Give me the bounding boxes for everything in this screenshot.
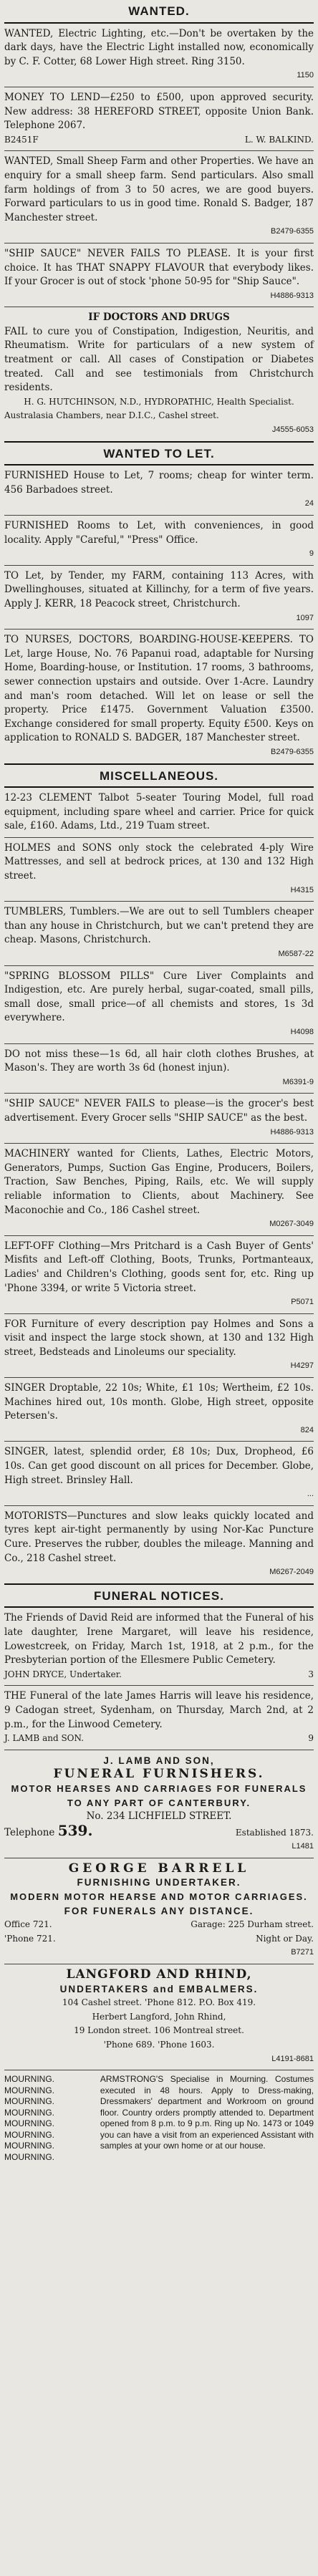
ad-text: WANTED, Small Sheep Farm and other Properties. We have an enquiry for a small sheep farm. Send particulars. Also small farm holdings of from 3 to 50 acres, we are good buyers. Forward particulars to us in good time. Ronald S. Badger, 187 Manchester street. — [4, 155, 314, 223]
ad-text: FURNISHED House to Let, 7 rooms; cheap for winter term. 456 Barbadoes street. — [4, 470, 314, 496]
ad-signature: H. G. HUTCHINSON, N.D., HYDROPATHIC, Health Specialist. — [24, 396, 294, 407]
ad-text: FURNISHED Rooms to Let, with conveniences, in good locality. Apply "Careful," "Press" Office. — [4, 520, 314, 546]
ad-body: MODERN MOTOR HEARSE AND MOTOR CARRIAGES. — [10, 1891, 308, 1903]
ad-ref: H4098 — [290, 1028, 314, 1036]
ad-ref: 1150 — [297, 71, 314, 80]
ad-text: "SHIP SAUCE" NEVER FAILS TO PLEASE. It is your first choice. It has THAT SNAPPY FLAVOUR that everybody likes. If your Grocer is out of stock 'phone 50-95 for "Ship Sauce". — [4, 247, 314, 288]
section-heading-funeral-notices: FUNERAL NOTICES. — [4, 1583, 314, 1608]
classified-ad — [4, 1240, 314, 1310]
ad-ref: B7271 — [291, 1948, 314, 1957]
classified-ad — [4, 633, 314, 759]
ad-ref: H4315 — [290, 885, 314, 894]
ad-ref: 1097 — [296, 613, 314, 622]
ad-ref: 24 — [304, 499, 314, 508]
ad-ref: M6587-22 — [278, 950, 314, 959]
ad-text: MOTORISTS—Punctures and slow leaks quickly located and tyres kept air-tight permanently by using Nor-Kac Puncture Cure. Preserves the rubber, doubles the mileage. Manning and Co., 218 Cashel street. — [4, 1510, 314, 1564]
ad-ref: P5071 — [291, 1298, 314, 1307]
classified-ad — [4, 91, 314, 147]
classified-ad — [4, 791, 314, 834]
classified-ad — [4, 1445, 314, 1501]
classified-ad — [4, 469, 314, 511]
ad-text: "SHIP SAUCE" NEVER FAILS to please—is the grocer's best advertisement. Every Grocer sells "SHIP SAUCE" as the best. — [4, 1098, 314, 1124]
ad-title: J. LAMB AND SON, — [103, 1755, 215, 1766]
mourning-word: MOURNING. — [4, 2129, 54, 2140]
ad-title: IF DOCTORS AND DRUGS — [88, 312, 230, 324]
mourning-word: MOURNING. — [4, 2096, 54, 2107]
ad-ref: B2479-6355 — [271, 227, 314, 236]
ad-address: 'Phone 689. 'Phone 1603. — [103, 2040, 215, 2050]
ad-line: FOR FUNERALS ANY DISTANCE. — [64, 1905, 254, 1916]
classified-ad — [4, 905, 314, 961]
ad-signature: J. LAMB and SON. — [4, 1733, 85, 1744]
ad-text: THE Funeral of the late James Harris will leave his residence, 9 Cadogan street, Sydenham, on Thursday, March 2nd, at 2 p.m., for the Linwood Cemetery. — [4, 1690, 314, 1730]
ad-text: The Friends of David Reid are informed that the Funeral of his late daughter, Irene Margaret, will leave his residence, Lowestcreek, on Friday, March 1st, 1918, at 2 p.m., for the Presbyterian portion of the Ellesmere Public Cemetery. — [4, 1612, 314, 1666]
ad-body: MOTOR HEARSES AND CARRIAGES FOR FUNERALS TO ANY PART OF CANTERBURY. — [11, 1783, 307, 1808]
ad-ref: H4297 — [290, 1361, 314, 1371]
ad-text: TUMBLERS, Tumblers.—We are out to sell Tumblers cheaper than any house in Christchurch, but we can't pretend they are cheap. Masons, Christchurch. — [4, 906, 314, 946]
classified-ad — [4, 1048, 314, 1090]
ad-ref: 3 — [308, 1669, 314, 1679]
ad-subtitle: FUNERAL FURNISHERS. — [53, 1767, 265, 1782]
ad-ref: J4555-6053 — [271, 425, 314, 435]
section-heading-wanted-to-let: WANTED TO LET. — [4, 441, 314, 466]
mourning-ad-text: ARMSTRONG'S Specialise in Mourning. Costumes executed in 48 hours. Apply to Dress-making, Dressmakers' department and Workroom on ground floor. Country orders promptly attended to. Department opened from 8 p.m. to 9 p.m. Ring up No. 1473 or 1049 you can have a visit from an experienced Assistant with samples at your own home or at our house. — [100, 2074, 314, 2151]
ad-ref: L1481 — [292, 1842, 314, 1851]
ad-text: SINGER, latest, splendid order, £8 10s; Dux, Dropheod, £6 10s. Can get good discount on all prices for December. Globe, High street. Brinsley Hall. — [4, 1446, 314, 1486]
ad-signature: L. W. BALKIND. — [244, 134, 314, 145]
mourning-word: MOURNING. — [4, 2085, 54, 2095]
ad-address: 19 London street. 106 Montreal street. — [74, 2025, 244, 2036]
classified-ad — [4, 1510, 314, 1580]
ad-address: Herbert Langford, John Rhind, — [92, 2011, 226, 2022]
mourning-word-list — [4, 2074, 97, 2163]
classified-ad — [4, 841, 314, 897]
classified-ad — [4, 970, 314, 1040]
ad-text: TO Let, by Tender, my FARM, containing 113 Acres, with Dwellinghouses, situated at Killinchy, for a term of five years. Apply J. KERR, 18 Peacock street, Christchurch. — [4, 569, 314, 609]
ad-ref: H4886-9313 — [270, 1127, 314, 1137]
ad-ref: 9 — [309, 549, 314, 559]
ad-ref: M6391-9 — [282, 1077, 314, 1086]
ad-text: MACHINERY wanted for Clients, Lathes, Electric Motors, Generators, Pumps, Suction Gas Engine, Producers, Boilers, Traction, Saw Benches, Piping, Rails, etc. We will supply reliable information to Clients, about Machinery. See Maconochie and Co., 186 Cashel street. — [4, 1148, 314, 1216]
classified-ad — [4, 27, 314, 83]
section-heading-wanted: WANTED. — [4, 0, 314, 24]
ad-text: 12-23 CLEMENT Talbot 5-seater Touring Model, full road equipment, including spare wheel and carrier. Price for quick sale, £160. Adams, Ltd., 219 Tuam street. — [4, 792, 314, 832]
classified-ad — [4, 519, 314, 561]
ad-text: TO NURSES, DOCTORS, BOARDING-HOUSE-KEEPERS. TO Let, large House, No. 76 Papanui road, adaptable for Nursing Home, Boarding-house, or Institution. 17 rooms, 3 bathrooms, sewer connection upstairs and outside. Over 1-Acre. Laundry and man's room detached. Will let on lease or sell the property. Price £1475. Government Valuation £3500. Exchange considered for small property. Equity £500. Keys on application to RONALD S. BADGER, 187 Manchester street. — [4, 634, 314, 744]
established: Established 1873. — [235, 1827, 314, 1838]
classified-ad — [4, 1147, 314, 1232]
classified-ad — [4, 247, 314, 303]
ad-ref: M0267-3049 — [269, 1220, 314, 1229]
undertaker-ad — [4, 1862, 314, 1960]
ad-text: MONEY TO LEND—£250 to £500, upon approved security. New address: 38 HEREFORD STREET, opposite Union Bank. Telephone 2067. — [4, 91, 314, 132]
ad-text: DO not miss these—1s 6d, all hair cloth clothes Brushes, at Mason's. They are worth 3s 6d (honest injun). — [4, 1048, 314, 1074]
mourning-word: MOURNING. — [4, 2107, 54, 2118]
ad-address: No. 234 LICHFIELD STREET. — [86, 1810, 232, 1823]
telephone-label: Telephone — [4, 1826, 55, 1838]
funeral-notice — [4, 1689, 314, 1745]
ad-text: FAIL to cure you of Constipation, Indigestion, Neuritis, and Rheumatism. Write for particulars of a new system of treatment or call. All cases of Constipation or Diabetes treated. Call and see testimonials from Christchurch residents. — [4, 325, 314, 394]
classified-ad — [4, 311, 314, 437]
classified-ad — [4, 1097, 314, 1139]
ad-text: WANTED, Electric Lighting, etc.—Don't be overtaken by the dark days, have the Electric Light installed now, economically by C. F. Cotter, 68 Lower High street. Ring 3150. — [4, 27, 314, 67]
ad-title: GEORGE BARRELL — [68, 1861, 250, 1876]
funeral-notice — [4, 1611, 314, 1682]
classified-ad — [4, 155, 314, 239]
ad-text: HOLMES and SONS only stock the celebrated 4-ply Wire Mattresses, and sell at bedrock prices, at 130 and 132 High street. — [4, 841, 314, 882]
section-heading-miscellaneous: MISCELLANEOUS. — [4, 763, 314, 788]
ad-signature: JOHN DRYCE, Undertaker. — [4, 1669, 122, 1679]
ad-ref: 9 — [308, 1733, 314, 1744]
ad-ref: H4886-9313 — [270, 291, 314, 300]
mourning-word: MOURNING. — [4, 2074, 54, 2085]
mourning-word: MOURNING. — [4, 2118, 54, 2129]
ad-ref: M6267-2049 — [269, 1568, 314, 1577]
office: Office 721. — [4, 1919, 52, 1930]
ad-subtitle: FURNISHING UNDERTAKER. — [77, 1877, 241, 1888]
ad-text: LEFT-OFF Clothing—Mrs Pritchard is a Cash Buyer of Gents' Misfits and Left-off Clothing, Boots, Trunks, Portmanteaux, Ladies' and Children's Clothing, goods sent for, etc. Ring up 'Phone 3394, or write 5 Victoria street. — [4, 1240, 314, 1294]
ad-address: 104 Cashel street. 'Phone 812. P.O. Box 419. — [62, 1997, 256, 2008]
undertaker-ad — [4, 1968, 314, 2066]
mourning-word: MOURNING. — [4, 2151, 54, 2162]
phone: 'Phone 721. — [4, 1933, 56, 1944]
garage: Garage: 225 Durham street. — [191, 1919, 314, 1930]
ad-text: FOR Furniture of every description pay Holmes and Sons a visit and inspect the large stock shown, at 130 and 132 High street, Bedsteads and Linoleums our speciality. — [4, 1318, 314, 1358]
classified-ad — [4, 1381, 314, 1437]
classified-ad — [4, 569, 314, 625]
telephone-number: 539. — [57, 1821, 93, 1839]
undertaker-ad — [4, 1754, 314, 1854]
ad-text: SINGER Droptable, 22 10s; White, £1 10s; Wertheim, £2 10s. Machines hired out, 10s month. Globe, High street, opposite Petersen's. — [4, 1382, 314, 1422]
ad-text: "SPRING BLOSSOM PILLS" Cure Liver Complaints and Indigestion, etc. Are purely herbal, sugar-coated, small pills, small dose, small price—of all chemists and stores, 1s 3d everywhere. — [4, 970, 314, 1024]
ad-ref: L4191-8681 — [271, 2054, 314, 2063]
ad-ref: B2451F — [4, 134, 39, 145]
ad-ref: B2479-6355 — [271, 747, 314, 756]
classifieds-column — [4, 0, 314, 2163]
ad-address: Australasia Chambers, near D.I.C., Cashel street. — [4, 410, 219, 421]
classified-ad — [4, 1318, 314, 1374]
ad-ref: ... — [307, 1490, 314, 1499]
ad-title: LANGFORD AND RHIND, — [66, 1967, 252, 1982]
ad-ref: 824 — [300, 1425, 314, 1434]
mourning-ad — [4, 2074, 314, 2163]
mourning-word: MOURNING. — [4, 2141, 54, 2151]
ad-subtitle: UNDERTAKERS and EMBALMERS. — [59, 1983, 259, 1994]
night: Night or Day. — [256, 1933, 314, 1944]
